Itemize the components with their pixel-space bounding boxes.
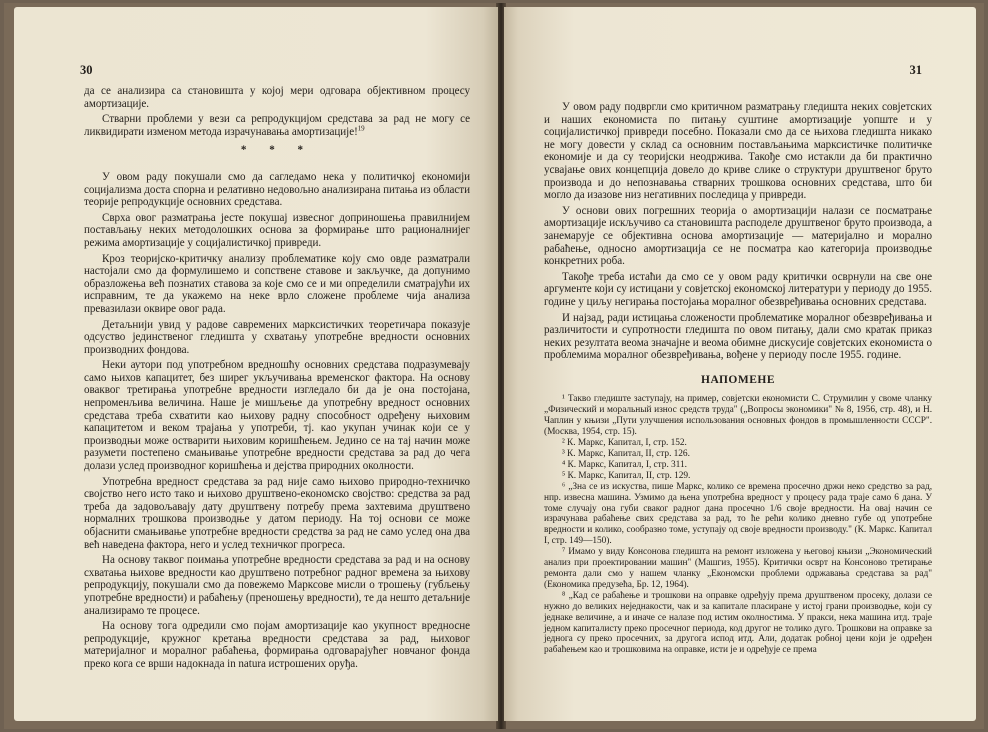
problems-paragraph: Стварни проблеми у вези са репродукцијом средстава за рад не могу се ликвидирати изменом метода израчунавања амортизације!$^{19}$: [84, 113, 470, 138]
left-page-text: [84, 85, 470, 674]
body-paragraph: У овом раду покушали смо да сагледамо нека у политичкој економији социјализма доста спорна и релативно недовољно анализирана питања из области теорије репродукције основних средстава.: [84, 170, 470, 209]
body-paragraph: На основу таквог поимања употребне вредности средстава за рад и на основу схватања њихове вредности као друштвено потребног радног времена за њихову репродукцију, покушали смо да повежемо Марксове мисли о трошењу (губљењу употребне вредности) и рабаћењу (преношењу вредности), те да нешто детаљније анализирамо те процесе.: [84, 554, 470, 617]
footnote-ref: 19: [357, 124, 365, 133]
footnote: ⁵ К. Маркс, Капитал, II, стр. 129.: [562, 470, 691, 481]
page-number-left: 30: [80, 63, 93, 77]
footnote: ⁷ Имамо у виду Консонова гледишта на ремонт изложена у његовој књизи „Экономический анализ при проектировании машин" (Машгиз, 1955). Критички осврт на Консоново третирање ремонта дали смо у нашем чланку „Економски проблеми одржавања средстава за рад" (Економика предузећа, Бр. 12, 1964).: [544, 547, 932, 590]
body-paragraph: У овом раду подвргли смо критичном разматрању гледишта неких совјетских и наших економиста по питању суштине амортизације уопште и у социјалистичкој привреди посебно. Показали смо да се њихова гледишта никако не могу довести у склад са основним постављањима марксистичке политичке економије и да су теоријски неодржива. Такође смо истакли да би практично усвајање ових концепција довело до криве слике о структури друштвеног бруто производа и до непознавања стварних трошкова основних средстава, што би могло да изазове низ негативних последица у привреди.: [544, 101, 932, 202]
body-paragraph: И најзад, ради истицања сложености проблематике моралног обезвређивања и различитости и супротности гледишта по овом питању, дали смо кратак приказ неких резултата веома значајне и веома обимне дискусије совјетских економиста о проблемима моралног обезвређивања, вођене у периоду после 1955. године.: [544, 311, 932, 362]
page-number-right: 31: [909, 63, 922, 77]
intro-paragraph: да се анализира са становишта у којој мери одговара објективном процесу амортизације.: [84, 85, 470, 110]
footnote: ¹ Такво гледиште заступају, на пример, совјетски економисти С. Струмилин у своме чланку „Физический и моральный износ средств труда" („Вопросы экономики" № 8, 1956, стр. 48), и Н. Чаплин у књизи „Пути улучшения использования основных фондов в промышленности СССР". (Москва, 1954, стр. 15).: [544, 394, 932, 438]
footnote: ³ К. Маркс, Капитал, II, стр. 126.: [562, 449, 690, 459]
footnote: ⁴ К. Маркс, Капитал, I, стр. 311.: [562, 459, 687, 470]
footnote: ² К. Маркс, Капитал, I, стр. 152.: [562, 438, 687, 449]
left-page: [14, 7, 498, 721]
right-page: [504, 7, 976, 721]
body-paragraph: Такође треба истаћи да смо се у овом раду критички осврнули на све оне аргументе који су истицани у совјетској економској литератури у периоду до 1955. године у циљу негирања постојања моралног обезвређивања основних средстава.: [544, 270, 932, 308]
section-divider: * * *: [240, 144, 314, 157]
body-paragraph: На основу тога одредили смо појам амортизације као укупност вредносне репродукције, кружног кретања вредности средстава за рад, њиховог материјалног и моралног рабаћења, формирања одговарајућег новчаног фонда преко кога се врши надокнада in natura истрошених оруђа.: [84, 620, 470, 670]
body-paragraph: Сврха овог разматрања јесте покушај извесног доприношења правилнијем постављању неких методолошких основа за формирање што рационалнијег режима амортизације у социјалистичкој привреди.: [84, 211, 470, 249]
book-spread: [4, 3, 984, 729]
body-paragraph: У основи ових погрешних теорија о амортизацији налази се посматрање амортизације искључиво са становишта расподеле друштвеног бруто производа, а занемарује се објективна основа амортизације — материјално и морално рабаћење, односно амортизација се не посматра као категорија производње конкретних роба.: [544, 204, 932, 268]
body-paragraph: Неки аутори под употребном вредношћу основних средстава подразумевају само њихов капацитет, без ширег укључивања временског фактора. На основу оваквог третирања употребне вредности изгледало би да је она постојана, непроменљива величина. Наше је мишљење да употребну вредност основних средстава треба схватити као њихову радну способност одређену њиховим капацитетом и веком трајања у употреби, тј. као укупан учинак који се у производњи може остварити њиховим коришћењем. Једино се на тај начин може разумети постепено смањивање употребне вредности средстава за рад до чега долази услед производног коришћења и дејства природних околности.: [84, 359, 470, 473]
body-paragraph: Детаљнији увид у радове савремених марксистичких теоретичара показује одсуство јединственог гледишта у схватању употребне вредности основних производних фондова.: [84, 318, 470, 356]
body-paragraph: Кроз теоријско-критичку анализу проблематике коју смо овде разматрали настојали смо да формулишемо и сопствене ставове и закључке, да допунимо образложења већ познатих ставова за које смо се и ми определили сматрајући их исправним, те да укажемо на неке врло сложене проблеме чија анализа превазилази оквире овог рада.: [84, 252, 470, 315]
body-paragraph: Употребна вредност средстава за рад није само њихово природно-техничко својство него исто тако и њихово друштвено-економско својство: средства за рад треба да задовољавају дату друштвену потребу према захтевима друштвено нормалних трошкова производње у датом периоду. На тој основи се може објаснити смањивање употребне вредности средства за рад не само услед она два већ наведена фактора, него и услед техничког прогреса.: [84, 475, 470, 551]
right-page-text: [544, 101, 932, 656]
footnote: ⁸ „Кад се рабаћење и трошкови на оправке одређују према друштвеном просеку, долази се нужно до великих неједнакости, чак и за капитале пласиране у истој грани производње, који су једнаке величине, а и иначе се налазе под истим околностима. У пракси, нека машина итд. траје једном капиталисту преко просечног периода, код другог не толико дуго. Трошкови на оправке за једнога су преко просечних, за другога испод итд. Али, додатак робној цени који је одређен рабаћењем као и трошковима на оправке, исти је и одређује се према: [544, 590, 932, 656]
notes-heading: НАПОМЕНЕ: [701, 373, 775, 386]
footnote: ⁶ „Зна се из искуства, пише Маркс, колико се времена просечно држи неко средство за рад, нпр. извесна машина. Узмимо да њена употребна вредност у процесу рада траје само 6 дана. У томе случају она губи сваког радног дана просечно 1/6 своје вредности. На овај начин се израчунава рабаћење свих средстава за рад, то ће рећи колико дневно губе од употребне вредности и колико, сообразно томе, уступају од своје вредности производу." (К. Маркс. Капитал I, стр. 149—150).: [544, 481, 932, 547]
footnotes: [544, 394, 932, 656]
